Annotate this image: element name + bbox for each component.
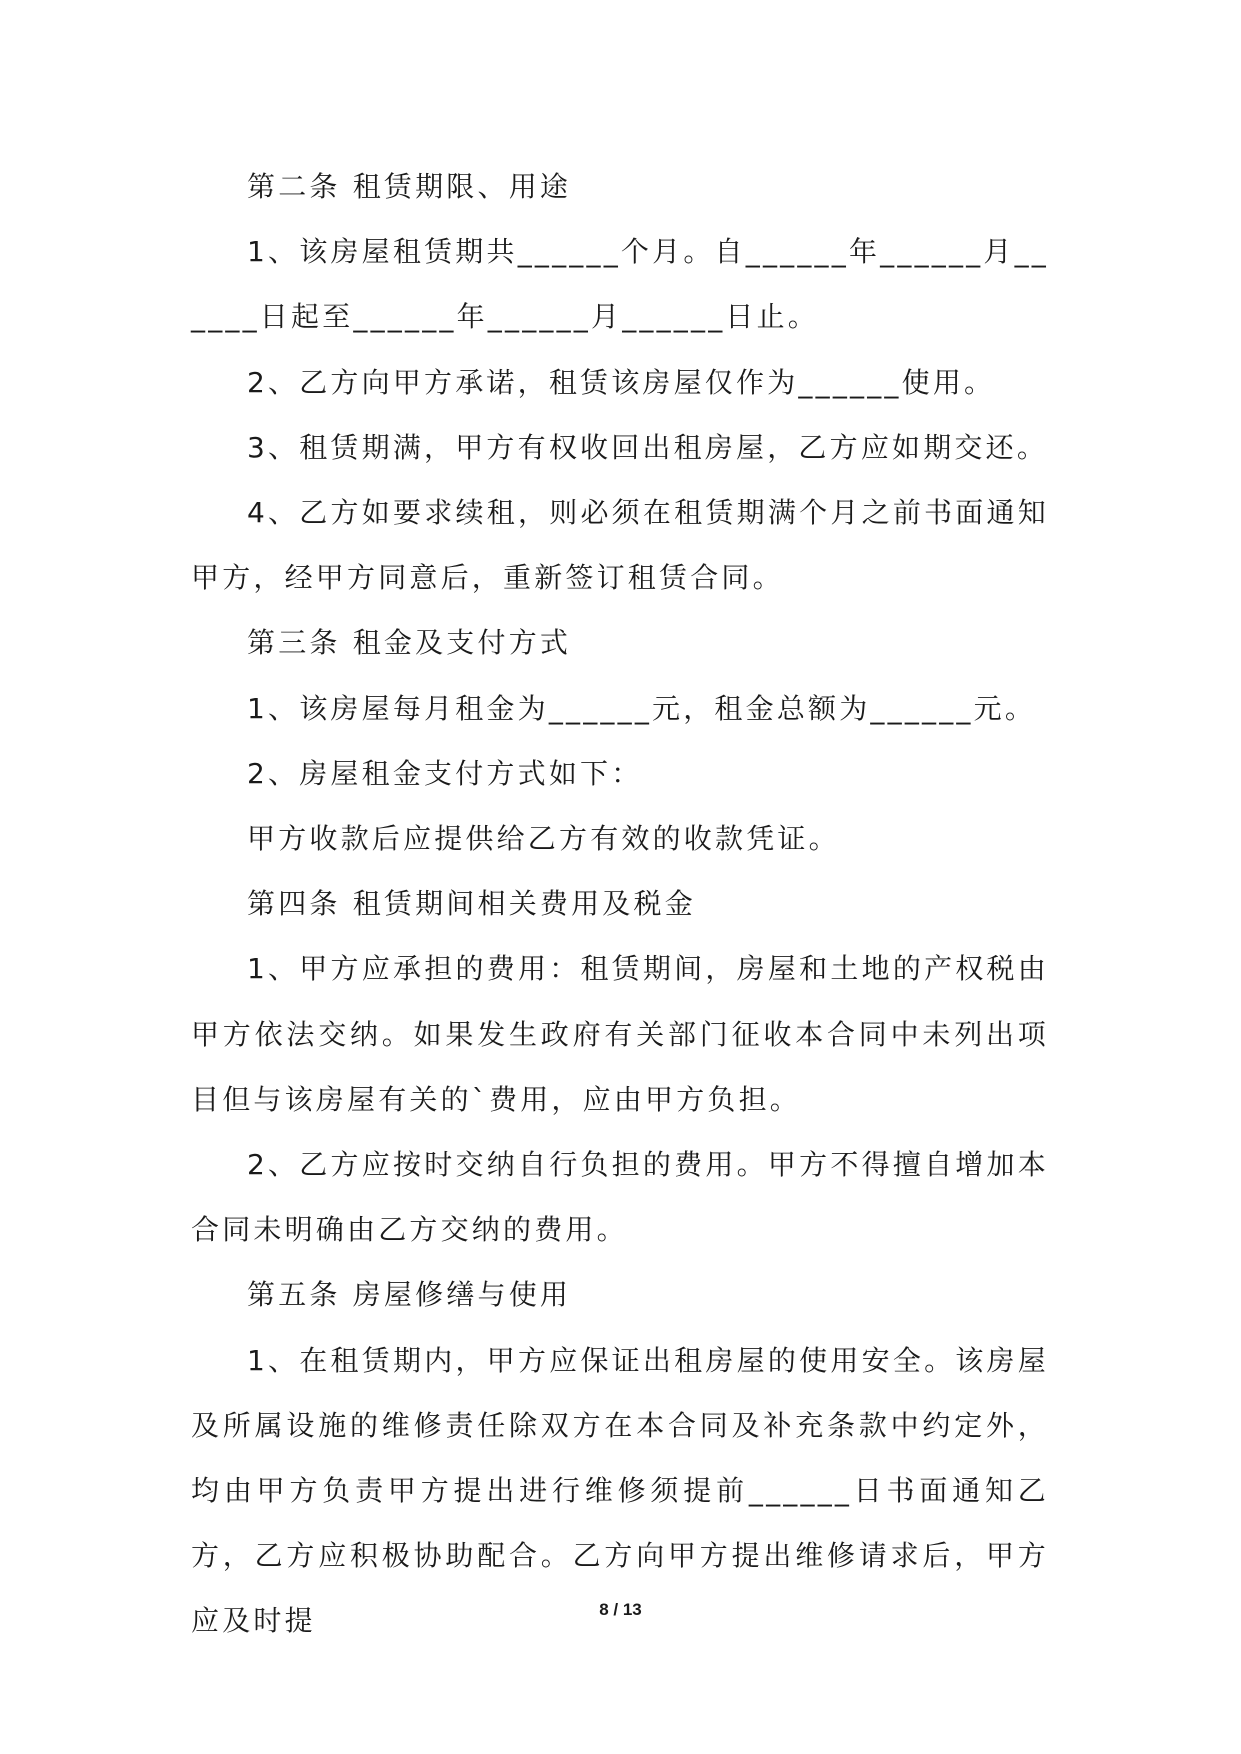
clause-3-note: 甲方收款后应提供给乙方有效的收款凭证。: [247, 822, 840, 856]
clause-2-3: 3、租赁期满，甲方有权收回出租房屋，乙方应如期交还。: [247, 430, 1049, 464]
page-number: 8 / 13: [599, 1600, 642, 1619]
section-heading-3: 第三条 租金及支付方式: [247, 626, 572, 660]
clause-2-1: 1、该房屋租赁期共______个月。自______年______月______日起至______年______月______日止。: [191, 235, 1049, 334]
clause-2-4: 4、乙方如要求续租，则必须在租赁期满个月之前书面通知甲方，经甲方同意后，重新签订租赁合同。: [191, 496, 1049, 595]
clause-3-2: 2、房屋租金支付方式如下：: [247, 756, 643, 790]
clause-3-1: 1、该房屋每月租金为______元，租金总额为______元。: [247, 691, 1037, 725]
section-heading-5: 第五条 房屋修缮与使用: [247, 1278, 572, 1312]
clause-4-1: 1、甲方应承担的费用：租赁期间，房屋和土地的产权税由甲方依法交纳。如果发生政府有关部门征收本合同中未列出项目但与该房屋有关的`费用，应由甲方负担。: [191, 952, 1049, 1116]
clause-4-2: 2、乙方应按时交纳自行负担的费用。甲方不得擅自增加本合同未明确由乙方交纳的费用。: [191, 1148, 1049, 1247]
clause-5-1: 1、在租赁期内，甲方应保证出租房屋的使用安全。该房屋及所属设施的维修责任除双方在本合同及补充条款中约定外，均由甲方负责甲方提出进行维修须提前______日书面通知乙方，乙方应积极协助配合。乙方向甲方提出维修请求后，甲方应及时提: [191, 1343, 1049, 1638]
document-body: [191, 154, 1049, 1654]
clause-2-2: 2、乙方向甲方承诺，租赁该房屋仅作为______使用。: [247, 365, 996, 399]
section-heading-4: 第四条 租赁期间相关费用及税金: [247, 887, 696, 921]
section-heading-2: 第二条 租赁期限、用途: [247, 170, 572, 203]
